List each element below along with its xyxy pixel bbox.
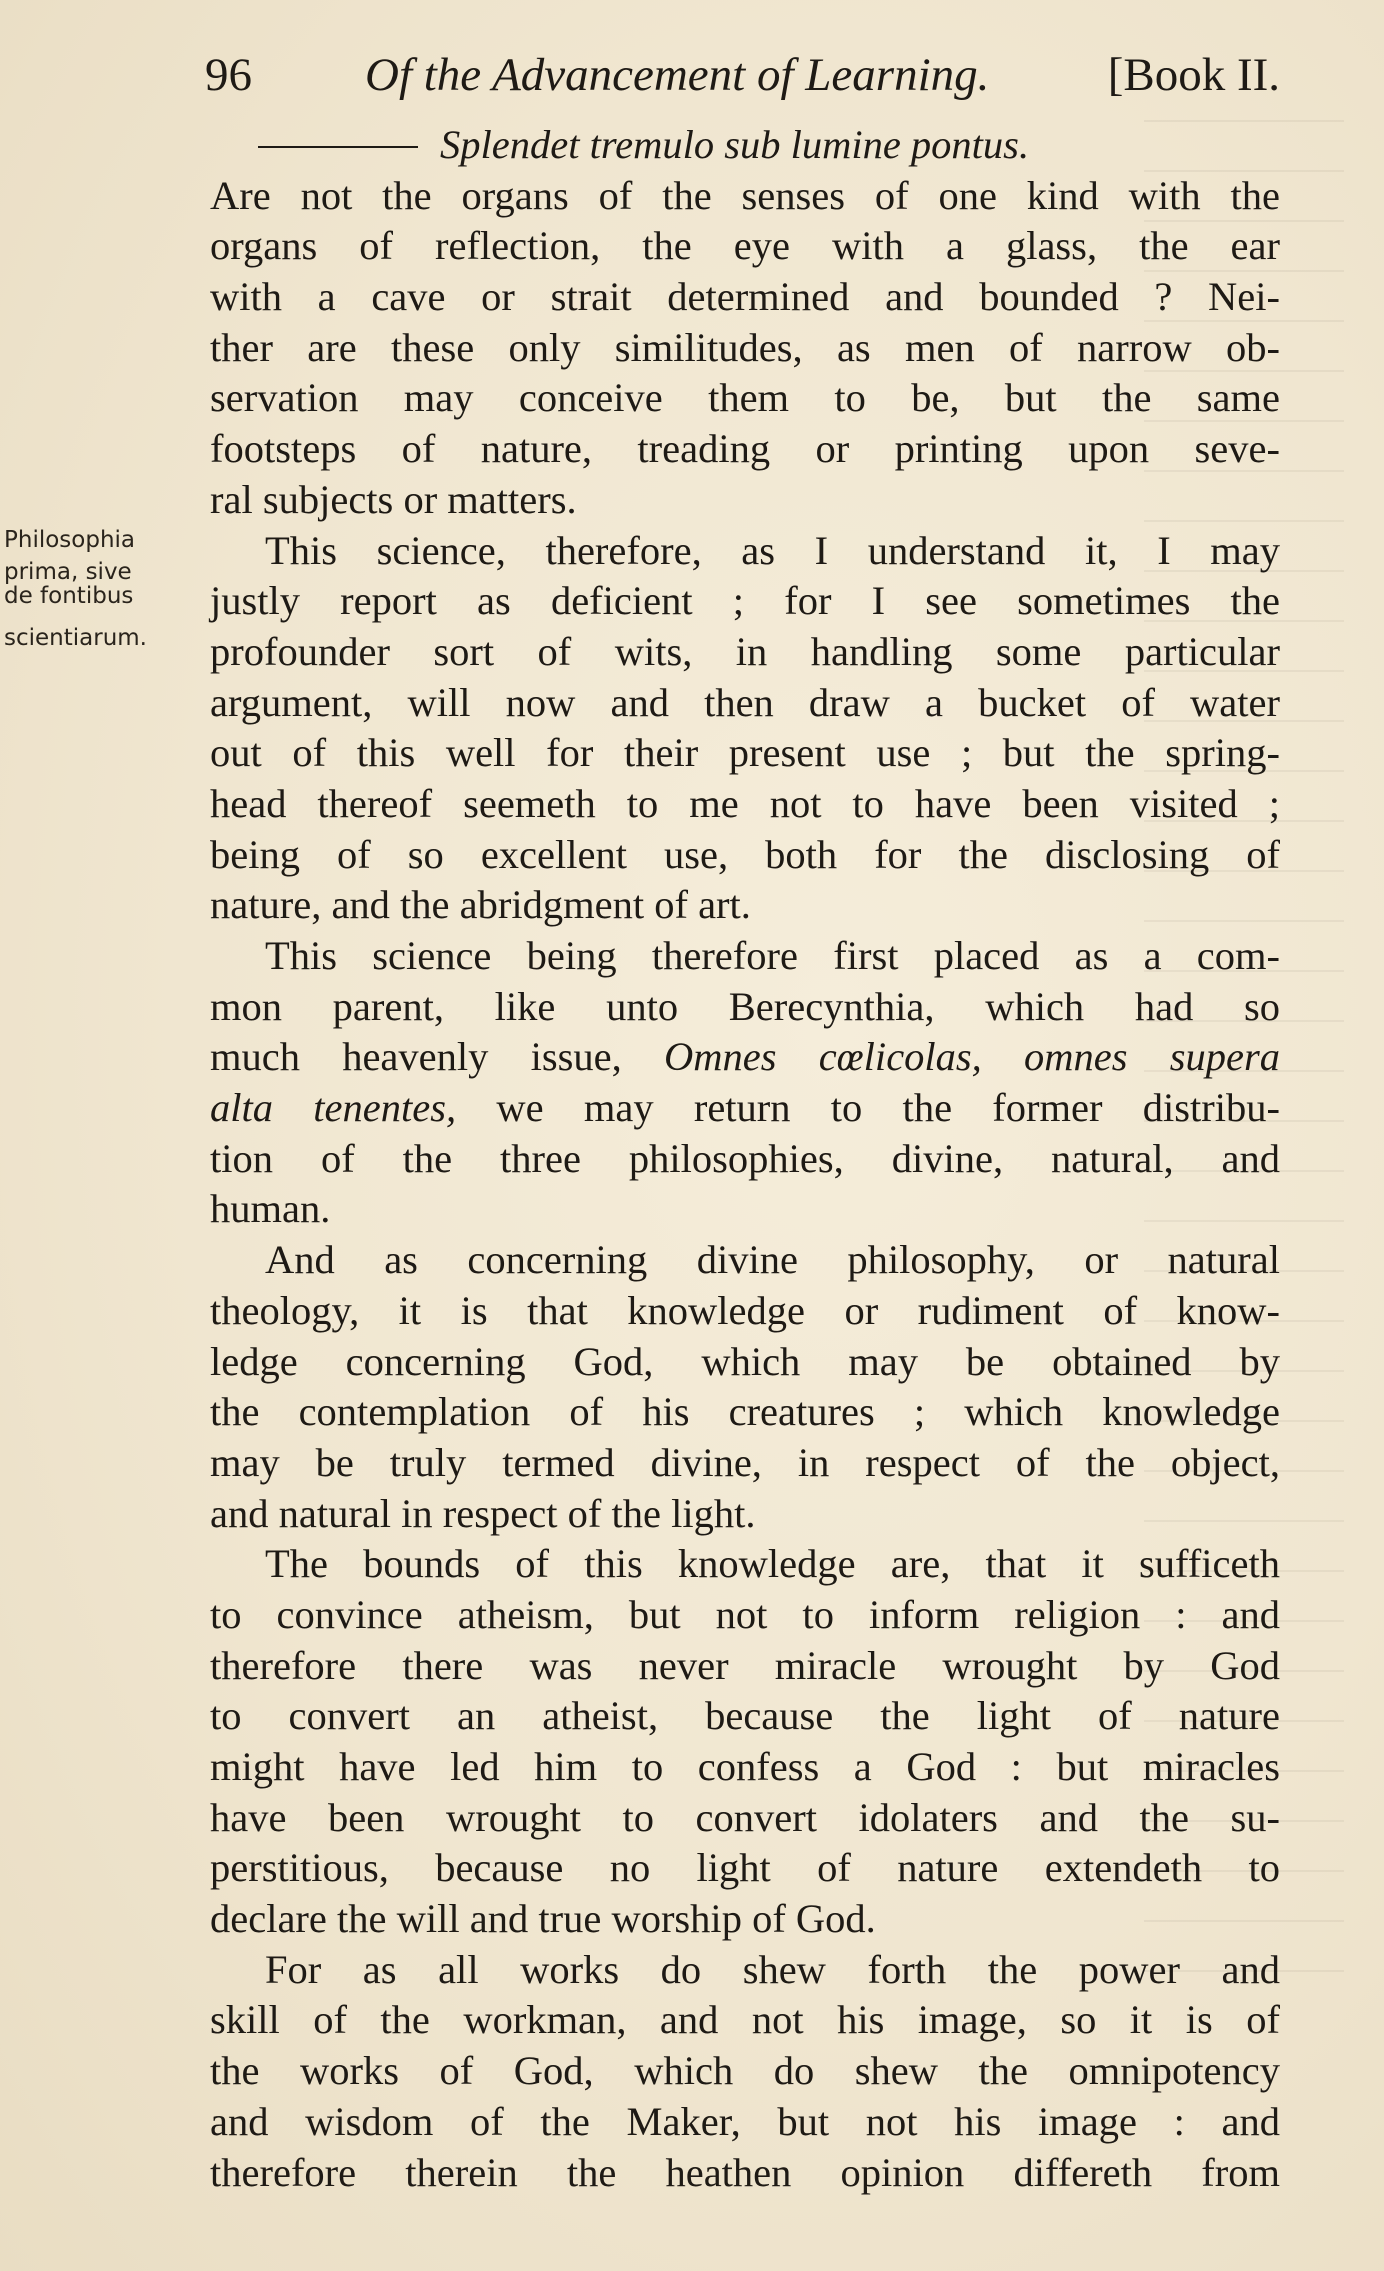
text-line: to convince atheism, but not to inform religion : and <box>210 1591 1280 1637</box>
marginal-note-line: Philosophia <box>4 527 136 553</box>
text-line: ledge concerning God, which may be obtained by <box>210 1338 1280 1384</box>
text-line: justly report as deficient ; for I see sometimes the <box>210 578 1280 624</box>
text-line: footsteps of nature, treading or printing upon seve- <box>210 426 1280 472</box>
paragraph-first-line: And as concerning divine philosophy, or natural <box>265 1237 1280 1283</box>
verse-quotation <box>210 120 1280 171</box>
running-title: Of the Advancement of Learning. <box>365 49 990 101</box>
text-line: and natural in respect of the light. <box>210 1490 756 1536</box>
latin-phrase: alta tenentes, <box>210 1085 457 1131</box>
text-line: to convert an atheist, because the light of nature <box>210 1693 1280 1739</box>
text-line: the works of God, which do shew the omnipotency <box>210 2048 1280 2094</box>
latin-phrase: Omnes cœlicolas, omnes supera <box>663 1034 1280 1080</box>
text-line: head thereof seemeth to me not to have been visited ; <box>210 780 1280 826</box>
text-line: nature, and the abridgment of art. <box>210 882 751 928</box>
page-number: 96 <box>205 49 252 101</box>
marginal-note-line: prima, sive <box>4 559 132 585</box>
text-line: might have led him to confess a God : but miracles <box>210 1744 1280 1789</box>
text-line <box>210 1083 1280 1134</box>
body-text <box>210 120 1280 2198</box>
text-segment: much heavenly issue, <box>210 1034 622 1080</box>
page-header <box>205 40 1280 110</box>
text-line: servation may conceive them to be, but the same <box>210 375 1280 421</box>
text-line: tion of the three philosophies, divine, natural, and <box>210 1135 1280 1181</box>
marginal-note-line: scientiarum. <box>4 625 147 651</box>
text-line: and wisdom of the Maker, but not his image : and <box>210 2098 1280 2144</box>
text-line: theology, it is that knowledge or rudiment of know- <box>210 1287 1280 1333</box>
text-line: organs of reflection, the eye with a glass, the ear <box>210 223 1280 269</box>
text-line: skill of the workman, and not his image, so it is of <box>210 1997 1280 2043</box>
text-line: human. <box>210 1186 331 1232</box>
text-line: have been wrought to convert idolaters and the su- <box>210 1794 1280 1840</box>
text-line <box>210 1032 1280 1083</box>
text-line: ther are these only similitudes, as men of narrow ob- <box>210 324 1280 370</box>
marginal-note <box>4 520 204 658</box>
text-line: therefore there was never miracle wrought by God <box>210 1642 1280 1688</box>
text-line: mon parent, like unto Berecynthia, which had so <box>210 983 1280 1029</box>
text-line: argument, will now and then draw a bucket of water <box>210 679 1280 725</box>
text-line: the contemplation of his creatures ; which knowledge <box>210 1389 1280 1435</box>
text-line: out of this well for their present use ; but the spring- <box>210 730 1280 776</box>
text-line: profounder sort of wits, in handling some particular <box>210 628 1280 674</box>
text-line: Are not the organs of the senses of one kind with the <box>210 172 1280 218</box>
paragraph-first-line: The bounds of this knowledge are, that it sufficeth <box>265 1541 1280 1587</box>
marginal-note-line: de fontibus <box>4 583 134 609</box>
text-line: ral subjects or matters. <box>210 476 577 522</box>
text-line: therefore therein the heathen opinion differeth from <box>210 2149 1280 2195</box>
text-line: declare the will and true worship of God. <box>210 1896 876 1942</box>
paragraph-first-line: This science being therefore first placed as a com- <box>265 933 1280 978</box>
paragraph-first-line: For as all works do shew forth the power and <box>265 1946 1280 1992</box>
text-line: being of so excellent use, both for the disclosing of <box>210 831 1280 877</box>
text-line: may be truly termed divine, in respect of the object, <box>210 1439 1280 1485</box>
text-line: with a cave or strait determined and bounded ? Nei- <box>210 274 1280 320</box>
paragraph-first-line: This science, therefore, as I understand it, I may <box>265 527 1280 573</box>
book-label: [Book II. <box>1107 49 1280 101</box>
text-line: perstitious, because no light of nature extendeth to <box>210 1845 1280 1891</box>
quote-text: Splendet tremulo sub lumine pontus. <box>440 122 1030 167</box>
text-segment: we may return to the former distribu- <box>496 1085 1280 1131</box>
dash-rule <box>258 146 418 148</box>
